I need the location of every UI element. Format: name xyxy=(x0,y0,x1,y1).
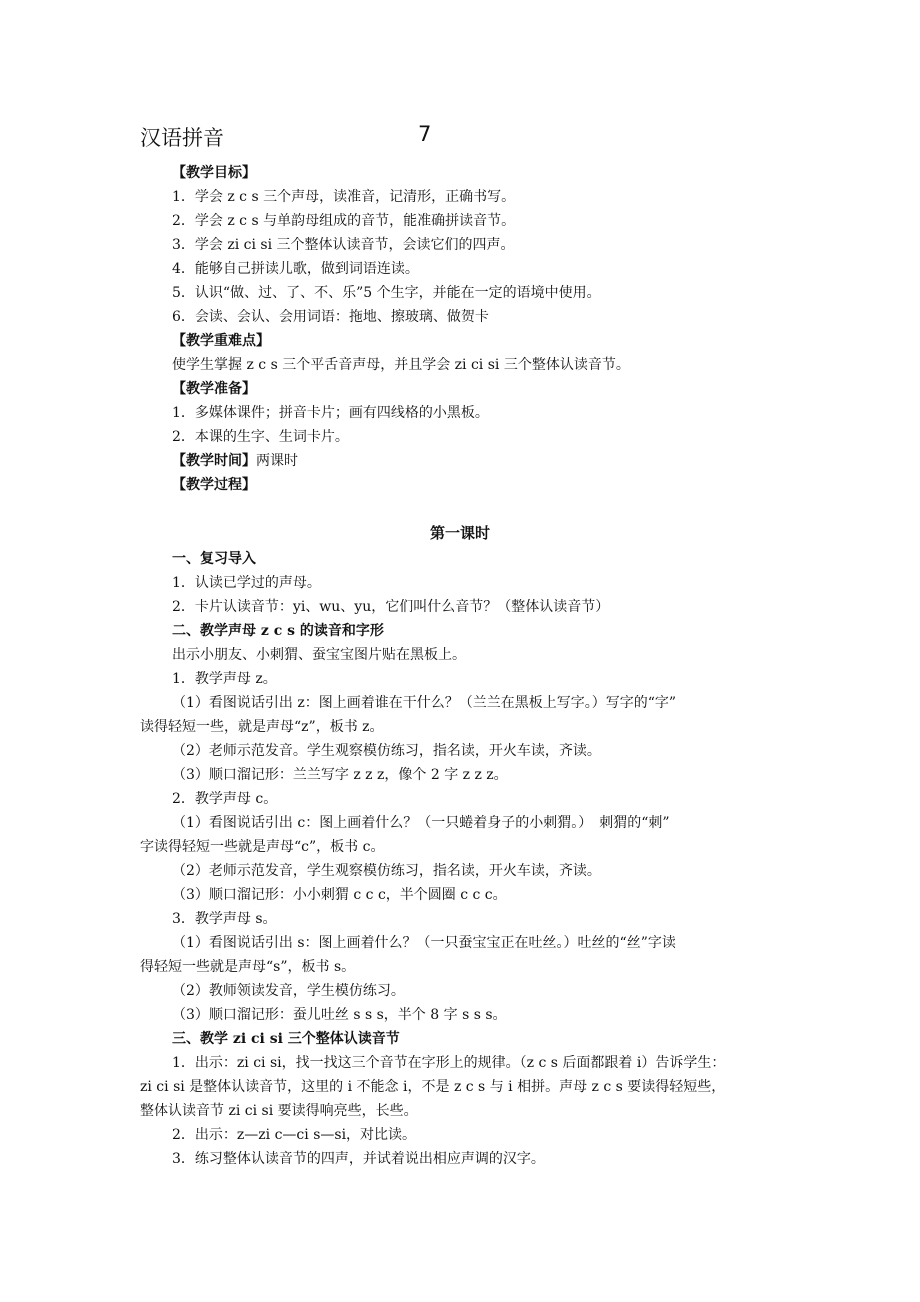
part2-line: （1）看图说话引出 s：图上画着什么？（一只蚕宝宝正在吐丝。）吐丝的“丝”字读 xyxy=(172,935,676,951)
prep-heading: 【教学准备】 xyxy=(172,381,256,397)
goal-item: 1．学会 z c s 三个声母，读准音，记清形，正确书写。 xyxy=(172,189,516,205)
part2-line: 出示小朋友、小刺猬、蚕宝宝图片贴在黑板上。 xyxy=(172,647,466,663)
goal-item: 3．学会 zi ci si 三个整体认读音节，会读它们的四声。 xyxy=(172,237,515,253)
part2-line: （2）老师示范发音。学生观察模仿练习，指名读，开火车读，齐读。 xyxy=(172,743,601,759)
part2-line: 3．教学声母 s。 xyxy=(172,911,277,927)
part2-line: （1）看图说话引出 c：图上画着什么？（一只蜷着身子的小刺猬。） 刺猬的“刺” xyxy=(172,815,670,831)
process-heading: 【教学过程】 xyxy=(172,477,256,493)
part2-line: 字读得轻短一些就是声母“c”，板书 c。 xyxy=(140,839,385,855)
part1-line: 2．卡片认读音节：yi、wu、yu，它们叫什么音节？（整体认读音节） xyxy=(172,599,610,615)
part2-line: 2．教学声母 c。 xyxy=(172,791,278,807)
lesson-heading: 第一课时 xyxy=(429,524,490,542)
part2-line: （1）看图说话引出 z：图上画着谁在干什么？（兰兰在黑板上写字。）写字的“字” xyxy=(172,695,677,711)
part3-line: 3．练习整体认读音节的四声，并试着说出相应声调的汉字。 xyxy=(172,1151,545,1167)
part3-line: 2．出示：z—zi c—ci s—si，对比读。 xyxy=(172,1127,417,1143)
part2-line: 读得轻短一些，就是声母“z”，板书 z。 xyxy=(140,719,384,735)
part3-heading: 三、教学 zi ci si 三个整体认读音节 xyxy=(172,1031,400,1047)
part2-line: （2）教师领读发音，学生模仿练习。 xyxy=(172,983,405,999)
key-text: 使学生掌握 z c s 三个平舌音声母，并且学会 zi ci si 三个整体认读音节。 xyxy=(172,357,630,373)
time-value: 两课时 xyxy=(256,453,298,469)
part2-line: 1．教学声母 z。 xyxy=(172,671,277,687)
part3-line: 1．出示：zi ci si，找一找这三个音节在字形上的规律。（z c s 后面都跟着 i）告诉学生： xyxy=(172,1055,726,1071)
lesson-title xyxy=(140,122,432,152)
prep-item: 2．本课的生字、生词卡片。 xyxy=(172,429,349,445)
part3-line: zi ci si 是整体认读音节，这里的 i 不能念 i，不是 z c s 与 i 相拼。声母 z c s 要读得轻短些， xyxy=(140,1079,726,1095)
part2-line: 得轻短一些就是声母“s”，板书 s。 xyxy=(140,959,356,975)
part2-line: （2）老师示范发音，学生观察模仿练习，指名读，开火车读，齐读。 xyxy=(172,863,601,879)
prep-item: 1．多媒体课件；拼音卡片；画有四线格的小黑板。 xyxy=(172,405,489,421)
part2-heading: 二、教学声母 z c s 的读音和字形 xyxy=(172,623,384,639)
key-heading: 【教学重难点】 xyxy=(172,333,270,349)
part2-line: （3）顺口溜记形：兰兰写字 z z z，像个 2 字 z z z。 xyxy=(172,767,508,783)
time-heading: 【教学时间】 xyxy=(172,453,256,469)
time-line xyxy=(172,452,298,470)
part1-heading: 一、复习导入 xyxy=(172,551,256,567)
lesson-number: 7 xyxy=(418,122,432,146)
goal-item: 2．学会 z c s 与单韵母组成的音节，能准确拼读音节。 xyxy=(172,213,516,229)
part3-line: 整体认读音节 zi ci si 要读得响亮些，长些。 xyxy=(140,1103,418,1119)
title-text: 汉语拼音 xyxy=(140,126,224,150)
part1-line: 1．认读已学过的声母。 xyxy=(172,575,321,591)
goal-item: 6．会读、会认、会用词语：拖地、擦玻璃、做贺卡 xyxy=(172,309,489,325)
goal-item: 5．认识“做、过、了、不、乐”5 个生字，并能在一定的语境中使用。 xyxy=(172,285,601,301)
part2-line: （3）顺口溜记形：小小刺猬 c c c，半个圆圈 c c c。 xyxy=(172,887,507,903)
goals-heading: 【教学目标】 xyxy=(172,165,256,181)
part2-line: （3）顺口溜记形：蚕儿吐丝 s s s，半个 8 字 s s s。 xyxy=(172,1007,507,1023)
goal-item: 4．能够自己拼读儿歌，做到词语连读。 xyxy=(172,261,419,277)
